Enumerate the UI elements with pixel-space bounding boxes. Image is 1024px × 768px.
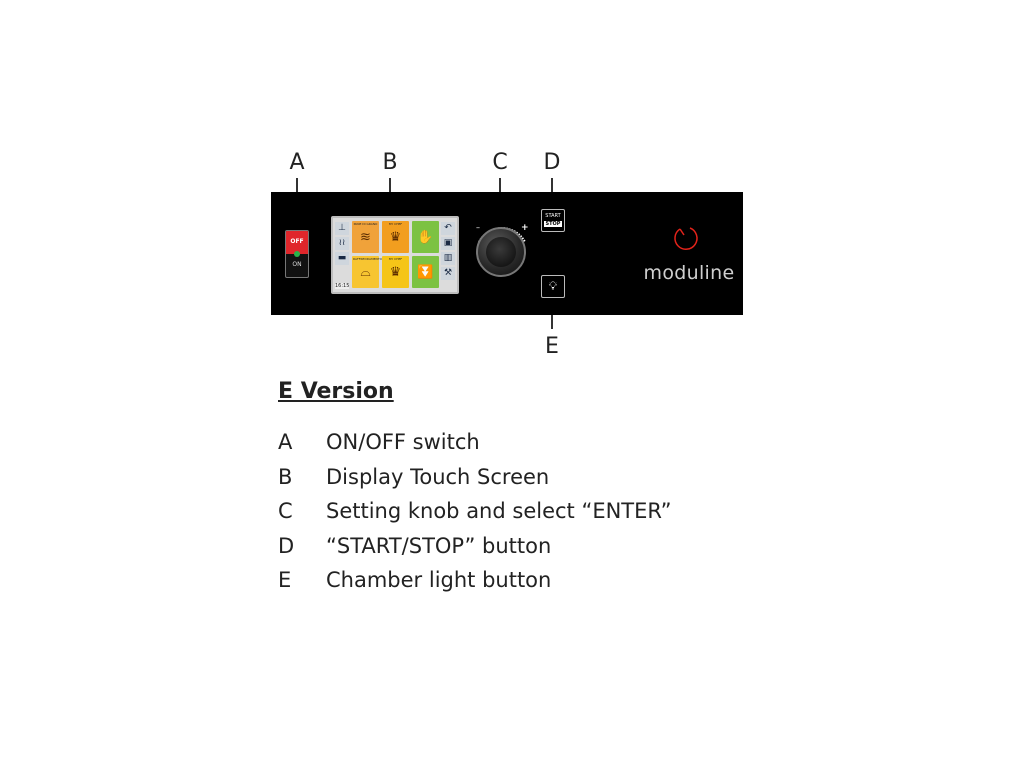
legend-description: “START/STOP” button (326, 533, 552, 558)
legend-key: D (278, 533, 295, 558)
screen-left-icon-column (335, 222, 349, 267)
wrench-icon[interactable]: ⚒ (441, 267, 455, 280)
callout-e: E (545, 334, 559, 359)
bulb-icon: 💡︎ (548, 279, 558, 293)
switch-off-label: OFF (290, 238, 304, 245)
bread-icon: ≋ (360, 230, 371, 245)
switch-on-label: ON (292, 261, 302, 268)
screen-tile-label: MY CHEF (388, 222, 403, 226)
legend-key: C (278, 499, 293, 523)
callout-c: C (492, 150, 508, 175)
trash-icon[interactable]: ▥ (441, 252, 455, 265)
legend-key: B (278, 464, 293, 489)
legend-key: E (278, 568, 292, 592)
brand-name: moduline (643, 262, 735, 284)
screen-tile-grid (352, 221, 439, 289)
screen-tile-label: PANE DI GRANO (353, 222, 378, 226)
knob-plus-label: + (521, 223, 529, 233)
thermometer-icon[interactable]: ⊥ (335, 222, 349, 235)
legend-description: Display Touch Screen (326, 464, 550, 489)
screen-tile-label: MY CHEF (388, 257, 403, 261)
oven-icon[interactable]: ▬ (335, 252, 349, 265)
screen-tile[interactable] (352, 221, 379, 253)
legend-description: Chamber light button (326, 568, 552, 592)
screen-clock: 16:15 (335, 283, 350, 289)
legend-description: ON/OFF switch (326, 430, 480, 454)
version-title: E Version (278, 379, 394, 404)
undo-icon[interactable]: ↶ (441, 222, 455, 235)
steam-icon[interactable]: ≀≀ (335, 237, 349, 250)
display-touch-screen[interactable] (331, 216, 459, 294)
knob-minus-label: – (476, 223, 480, 232)
callout-d: D (543, 150, 561, 175)
start-stop-button[interactable] (541, 209, 565, 232)
chef-hat-icon: ♛ (389, 265, 402, 280)
start-label: START (545, 213, 561, 219)
screen-tile[interactable] (412, 256, 439, 288)
screen-tile-label: RAFFREDDAMENTO (353, 257, 382, 261)
chef-hat-icon: ♛ (389, 230, 402, 245)
screen-tile[interactable] (382, 221, 409, 253)
chamber-light-button[interactable] (541, 275, 565, 298)
control-panel (271, 192, 743, 315)
setting-knob[interactable] (476, 227, 526, 277)
screen-tile[interactable] (352, 256, 382, 288)
screen-right-icon-column (441, 222, 455, 282)
legend-description: Setting knob and select “ENTER” (326, 499, 672, 523)
knob-center (486, 237, 516, 267)
callout-a: A (289, 150, 305, 175)
hand-icon: ✋ (417, 230, 434, 245)
dish-icon: ⌓ (360, 265, 371, 280)
legend-key: A (278, 430, 293, 454)
save-icon[interactable]: ▣ (441, 237, 455, 250)
callout-b: B (382, 150, 398, 175)
chevron-down-icon: ⏬ (417, 265, 434, 280)
stop-label: STOP (545, 221, 561, 227)
moduline-logo-icon (671, 224, 701, 254)
on-off-switch[interactable] (285, 230, 309, 278)
power-led-icon (294, 251, 300, 257)
screen-tile[interactable] (382, 256, 409, 288)
screen-tile[interactable] (412, 221, 439, 253)
